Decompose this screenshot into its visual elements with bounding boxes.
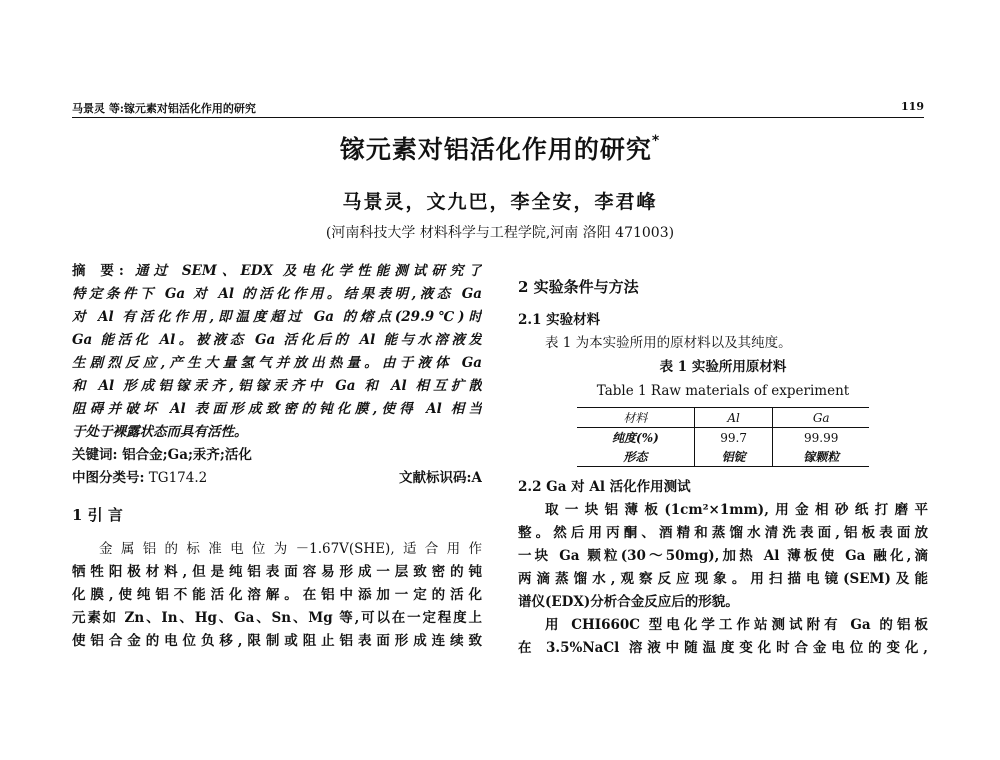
body-line: 一块 Ga 颗粒(30～50mg),加热 Al 薄板使 Ga 融化,滴 xyxy=(518,548,928,564)
body-line: 牺牲阳极材料,但是纯铝表面容易形成一层致密的钝 xyxy=(72,564,482,580)
abstract-line: 于处于裸露状态而具有活性。 xyxy=(72,424,248,440)
body-line: 在 3.5%NaCl 溶液中随温度变化时合金电位的变化, xyxy=(518,640,928,656)
affiliation: (河南科技大学 材料科学与工程学院,河南 洛阳 471003) xyxy=(325,225,675,241)
subsection-heading-activation-test: 2.2 Ga 对 Al 活化作用测试 xyxy=(518,479,691,495)
left-column xyxy=(72,260,482,653)
table-cell: 99.99 xyxy=(773,428,869,448)
table-header-cell: Ga xyxy=(773,408,869,428)
keywords-text: 铝合金;Ga;汞齐;活化 xyxy=(122,447,252,463)
author-list: 马景灵，文九巴，李全安，李君峰 xyxy=(342,191,658,213)
table-header-row xyxy=(577,408,869,428)
section-heading-methods: 2 实验条件与方法 xyxy=(518,278,639,296)
body-line: 整。然后用丙酮、酒精和蒸馏水清洗表面,铝板表面放 xyxy=(518,525,928,541)
keywords-label: 关键词: xyxy=(72,447,118,463)
table-cell: 铝锭 xyxy=(694,447,773,467)
body-line: 谱仪(EDX)分析合金反应后的形貌。 xyxy=(518,594,739,610)
keywords xyxy=(72,444,482,467)
table-cell: 形态 xyxy=(577,447,694,467)
section-heading-introduction: 1 引 言 xyxy=(72,506,123,524)
abstract-line: Ga 能活化 Al。被液态 Ga 活化后的 Al 能与水溶液发 xyxy=(72,332,482,348)
abstract-line: 对 Al 有活化作用,即温度超过 Ga 的熔点(29.9℃)时 xyxy=(72,309,482,325)
table-cell: 镓颗粒 xyxy=(773,447,869,467)
classification-row xyxy=(72,467,482,490)
abstract-label: 摘 要: xyxy=(72,263,124,279)
raw-materials-table xyxy=(577,407,869,467)
right-column xyxy=(518,260,928,660)
doc-code-value: A xyxy=(471,470,482,486)
body-line: 取一块铝薄板(1cm²×1mm),用金相砂纸打磨平 xyxy=(545,502,928,518)
abstract-line: 和 Al 形成铝镓汞齐,铝镓汞齐中 Ga 和 Al 相互扩散 xyxy=(72,378,482,394)
doc-code-label: 文献标识码: xyxy=(399,470,472,486)
body-line: 金属铝的标准电位为－1.67V(SHE),适合用作 xyxy=(99,541,482,557)
table-row xyxy=(577,428,869,448)
running-head xyxy=(72,99,924,118)
paper-title-text: 镓元素对铝活化作用的研究 xyxy=(339,135,652,164)
table-header-cell: 材料 xyxy=(577,408,694,428)
abstract-line: 摘 要: 通过 SEM、EDX 及电化学性能测试研究了 xyxy=(72,263,482,279)
title-footnote-mark: * xyxy=(651,132,661,149)
body-line: 元素如 Zn、In、Hg、Ga、Sn、Mg 等,可以在一定程度上 xyxy=(72,610,482,626)
abstract-line: 阻碍并破坏 Al 表面形成致密的钝化膜,使得 Al 相当 xyxy=(72,401,482,417)
paper-title xyxy=(0,130,1000,166)
running-head-title: 马景灵 等:镓元素对铝活化作用的研究 xyxy=(72,102,256,115)
table-caption-en: Table 1 Raw materials of experiment xyxy=(596,383,850,399)
body-line: 用 CHI660C 型电化学工作站测试附有 Ga 的铝板 xyxy=(545,617,928,633)
table-header-cell: Al xyxy=(694,408,773,428)
clc-value: TG174.2 xyxy=(148,470,208,486)
body-line: 表 1 为本实验所用的原材料以及其纯度。 xyxy=(545,335,792,351)
page-number: 119 xyxy=(901,100,924,113)
subsection-heading-materials: 2.1 实验材料 xyxy=(518,312,601,328)
clc-label: 中图分类号: xyxy=(72,470,145,486)
table-row xyxy=(577,447,869,467)
body-line: 化膜,使纯铝不能活化溶解。在铝中添加一定的活化 xyxy=(72,587,482,603)
body-line: 使铝合金的电位负移,限制或阻止铝表面形成连续致 xyxy=(72,633,482,649)
body-line: 两滴蒸馏水,观察反应现象。用扫描电镜(SEM)及能 xyxy=(518,571,928,587)
abstract-line: 特定条件下 Ga 对 Al 的活化作用。结果表明,液态 Ga xyxy=(72,286,482,302)
table-cell: 99.7 xyxy=(694,428,773,448)
abstract-line: 生剧烈反应,产生大量氢气并放出热量。由于液体 Ga xyxy=(72,355,482,371)
table-caption-cn: 表 1 实验所用原材料 xyxy=(659,359,787,375)
table-cell: 纯度(%) xyxy=(612,431,659,445)
